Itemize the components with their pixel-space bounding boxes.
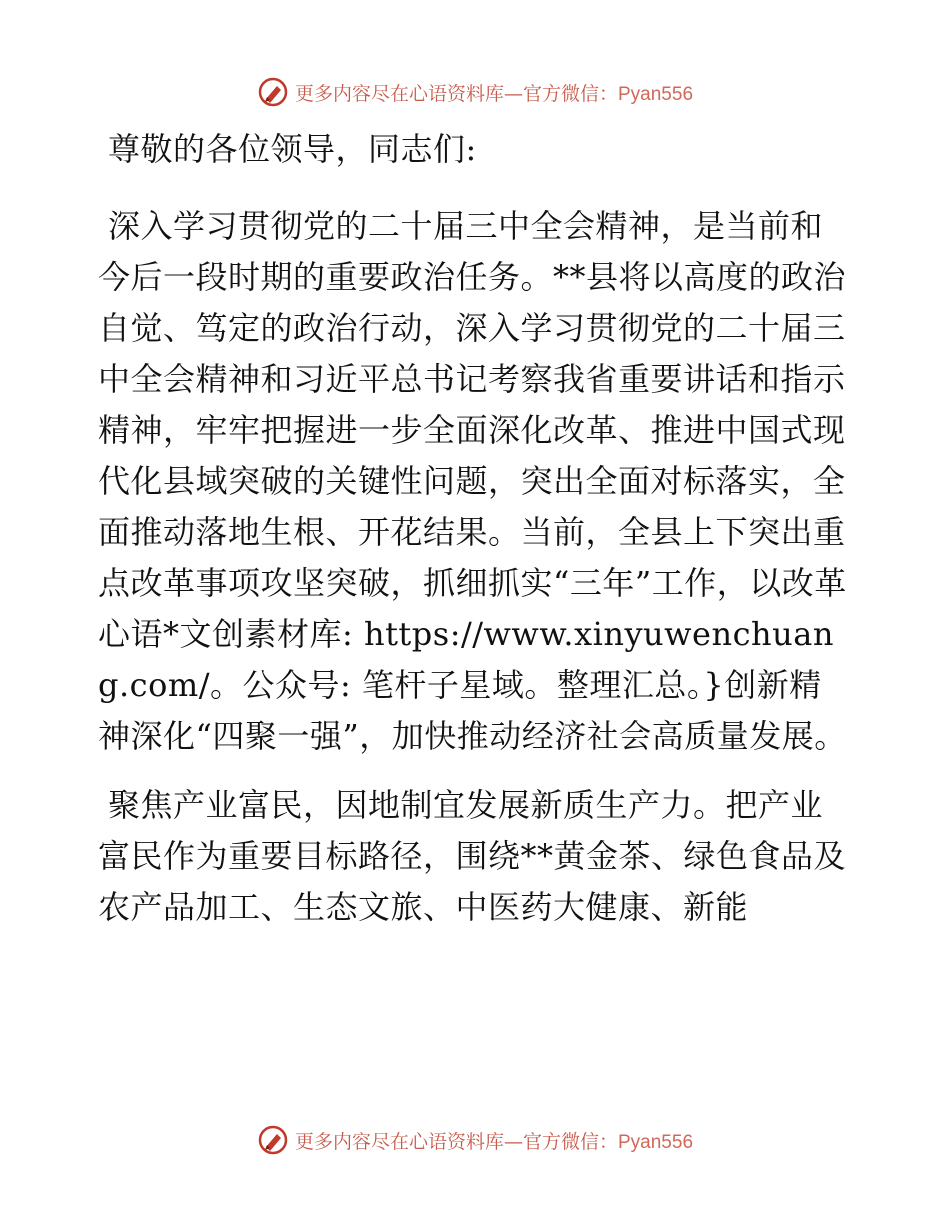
paragraph-1: 深入学习贯彻党的二十届三中全会精神，是当前和今后一段时期的重要政治任务。**县将以高度的政治自觉、笃定的政治行动，深入学习贯彻党的二十届三中全会精神和习近平总书记考察我省重要讲话和指示精神，牢牢把握进一步全面深化改革、推进中国式现代化县域突破的关键性问题，突出全面对标落实，全面推动落地生根、开花结果。当前，全县上下突出重点改革事项攻坚突破，抓细抓实“三年”工作，以改革心语*文创素材库: https://www.xinyuwenchuang.com/。公众号: 笔杆子星域。整理汇总。}创新精神深化“四聚一强”，加快推动经济社会高质量发展。 (98, 207, 847, 755)
document-body (98, 124, 850, 951)
pen-logo-icon (257, 76, 289, 108)
banner-text (295, 79, 693, 106)
banner-caption: 更多内容尽在心语资料库—官方微信： (294, 82, 618, 105)
header-watermark-banner (0, 72, 950, 112)
footer-watermark-banner (0, 1120, 950, 1160)
banner-wechat-id: Pyan556 (618, 1131, 694, 1153)
paragraph-2: 聚焦产业富民，因地制宜发展新质生产力。把产业富民作为重要目标路径，围绕**黄金茶、绿色食品及农产品加工、生态文旅、中医药大健康、新能 (98, 786, 847, 926)
pen-logo-icon (257, 1124, 289, 1156)
banner-wechat-id: Pyan556 (618, 83, 694, 105)
banner-text (295, 1127, 693, 1154)
greeting: 尊敬的各位领导，同志们: (108, 130, 477, 168)
banner-caption: 更多内容尽在心语资料库—官方微信： (294, 1130, 618, 1153)
